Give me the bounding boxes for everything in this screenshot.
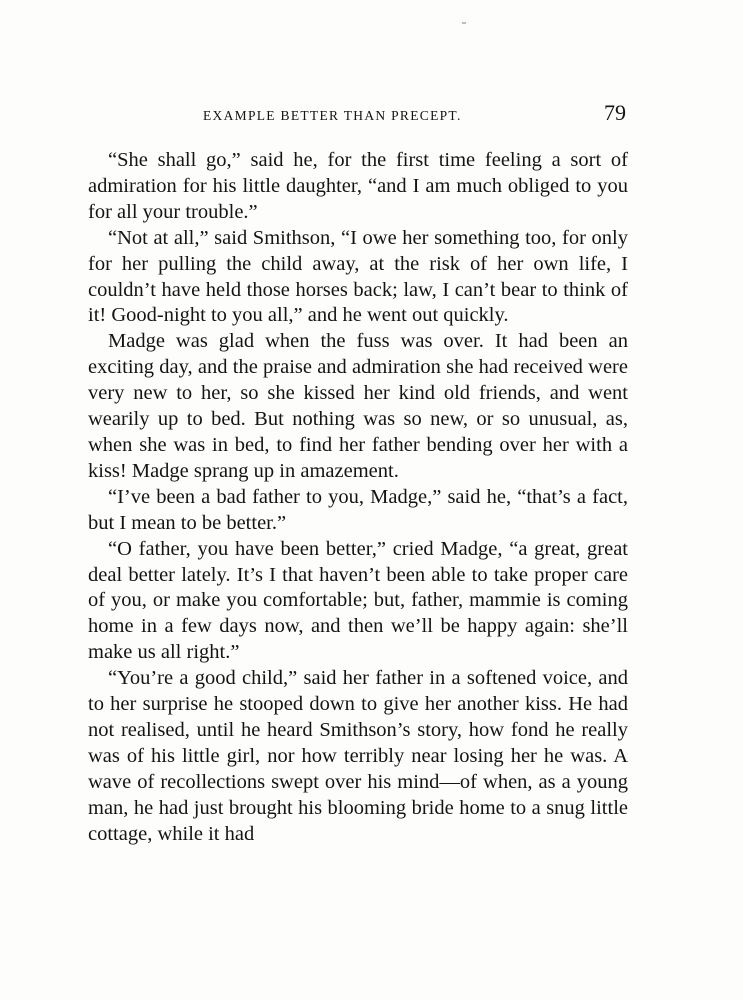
- paragraph: “I’ve been a bad father to you, Madge,” said he, “that’s a fact, but I mean to be better.”: [88, 485, 628, 534]
- paragraph: “O father, you have been better,” cried Madge, “a great, great deal better lately. It’s I that haven’t been able to take proper care of you, or make you comfortable; but, father, mammie is coming home in a few days now, and then we’ll be happy again: she’ll make us all right.”: [88, 537, 628, 664]
- page-header: [88, 100, 628, 130]
- paragraph: “She shall go,” said he, for the first time feeling a sort of admiration for his little daughter, “and I am much obliged to you for all your trouble.”: [88, 149, 628, 223]
- page-number: 79: [604, 100, 626, 125]
- page-speck: [462, 22, 466, 24]
- body-text: [88, 148, 628, 847]
- paragraph: “You’re a good child,” said her father in a softened voice, and to her surprise he stooped down to give her another kiss. He had not realised, until he heard Smithson’s story, how fond he really was of his little girl, nor how terribly near losing her he was. A wave of recollections swept over his mind—of when, as a young man, he had just brought his blooming bride home to a snug little cottage, while it had: [88, 667, 628, 845]
- running-title: EXAMPLE BETTER THAN PRECEPT.: [203, 108, 462, 123]
- paragraph: “Not at all,” said Smithson, “I owe her something too, for only for her pulling the child away, at the risk of her own life, I couldn’t have held those horses back; law, I can’t bear to think of it! Good-night to you all,” and he went out quickly.: [88, 226, 628, 327]
- paragraph: Madge was glad when the fuss was over. It had been an exciting day, and the praise and admiration she had received were very new to her, so she kissed her kind old friends, and went wearily up to bed. But nothing was so new, or so unusual, as, when she was in bed, to find her father bending over her with a kiss! Madge sprang up in amazement.: [88, 330, 628, 482]
